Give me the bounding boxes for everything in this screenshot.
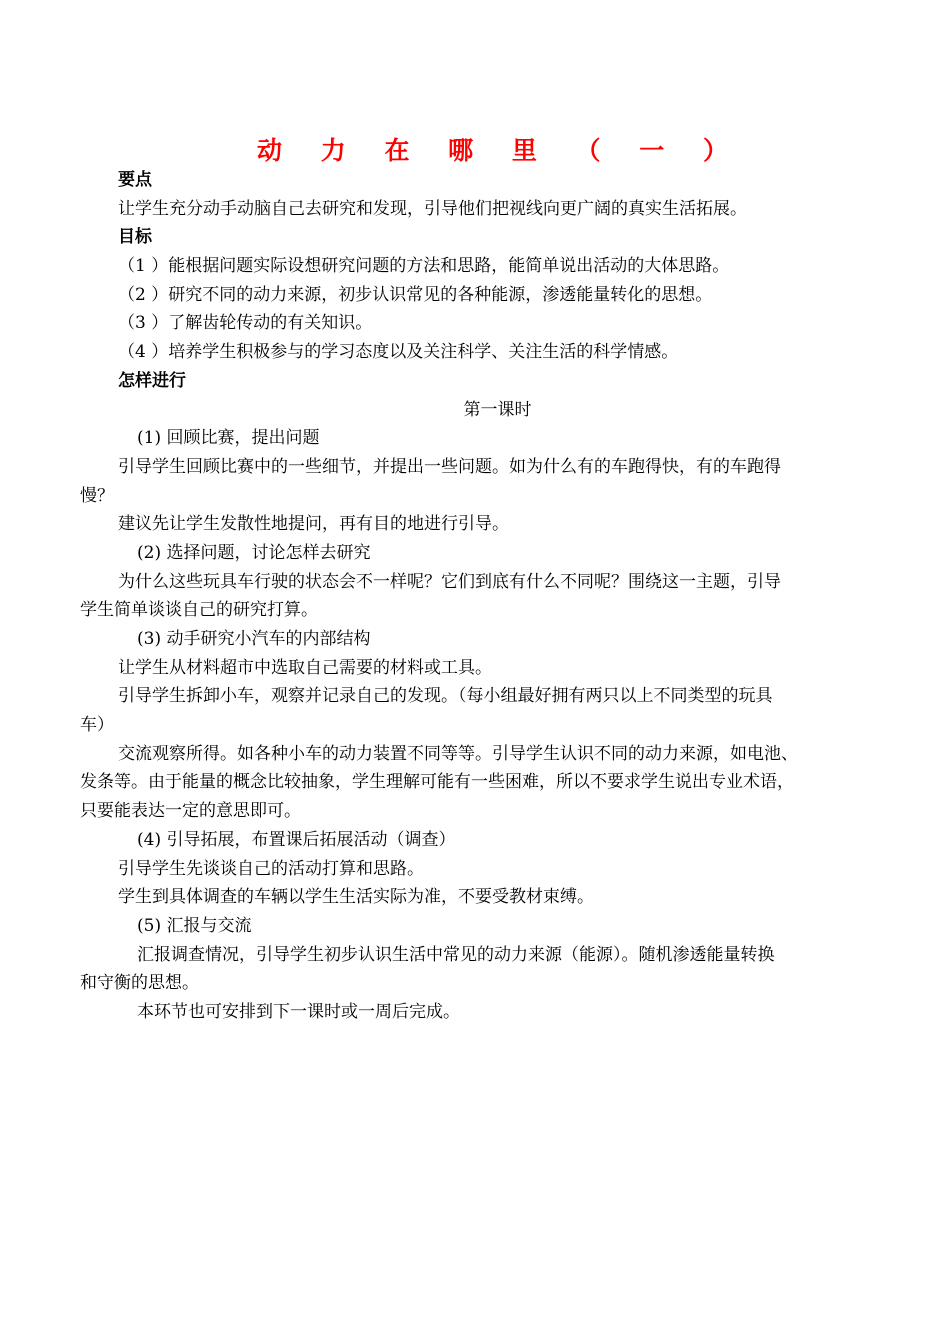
key-points-heading: 要点 <box>118 170 152 190</box>
step-5-title: (5) 汇报与交流 <box>137 915 252 936</box>
paragraph-line: 交流观察所得。如各种小车的动力装置不同等等。引导学生认识不同的动力来源，如电池、 <box>118 743 798 764</box>
paragraph-line: 汇报调查情况，引导学生初步认识生活中常见的动力来源（能源）。随机渗透能量转换 <box>137 944 775 965</box>
step-1-title: (1) 回顾比赛，提出问题 <box>137 428 320 449</box>
goal-item: （2 ）研究不同的动力来源，初步认识常见的各种能源，渗透能量转化的思想。 <box>118 284 713 305</box>
document-title: 动 力 在 哪 里 （ 一 ） <box>257 136 743 165</box>
goals-heading: 目标 <box>118 227 152 248</box>
paragraph-line: 引导学生回顾比赛中的一些细节，并提出一些问题。如为什么有的车跑得快，有的车跑得 <box>118 456 781 477</box>
paragraph-line: 和守衡的思想。 <box>80 973 199 994</box>
paragraph-line: 本环节也可安排到下一课时或一周后完成。 <box>137 1001 460 1022</box>
procedure-heading: 怎样进行 <box>118 370 186 391</box>
step-4-title: (4) 引导拓展，布置课后拓展活动（调查） <box>137 829 456 850</box>
paragraph-line: 只要能表达一定的意思即可。 <box>80 801 301 822</box>
goal-item: （4 ）培养学生积极参与的学习态度以及关注科学、关注生活的科学情感。 <box>118 342 679 363</box>
paragraph-line: 引导学生拆卸小车，观察并记录自己的发现。（每小组最好拥有两只以上不同类型的玩具 <box>118 686 773 707</box>
paragraph-line: 慢？ <box>80 485 114 506</box>
step-2-title: (2) 选择问题，讨论怎样去研究 <box>137 542 371 563</box>
paragraph-line: 学生到具体调查的车辆以学生生活实际为准，不要受教材束缚。 <box>118 887 594 908</box>
paragraph-line: 学生简单谈谈自己的研究打算。 <box>80 600 318 621</box>
paragraph-line: 让学生从材料超市中选取自己需要的材料或工具。 <box>118 657 492 678</box>
paragraph-line: 建议先让学生发散性地提问，再有目的地进行引导。 <box>118 514 509 535</box>
paragraph-line: 车） <box>80 715 114 736</box>
step-3-title: (3) 动手研究小汽车的内部结构 <box>137 629 371 649</box>
goal-item: （1 ）能根据问题实际设想研究问题的方法和思路，能简单说出活动的大体思路。 <box>118 256 730 277</box>
document-body <box>80 166 875 1027</box>
paragraph-line: 发条等。由于能量的概念比较抽象，学生理解可能有一些困难，所以不要求学生说出专业术语， <box>80 772 794 793</box>
paragraph-line: 为什么这些玩具车行驶的状态会不一样呢？它们到底有什么不同呢？围绕这一主题，引导 <box>118 571 781 592</box>
key-points-text: 让学生充分动手动脑自己去研究和发现，引导他们把视线向更广阔的真实生活拓展。 <box>118 198 747 219</box>
paragraph-line: 引导学生先谈谈自己的活动打算和思路。 <box>118 858 424 879</box>
goal-item: （3 ）了解齿轮传动的有关知识。 <box>118 313 373 334</box>
lesson-title: 第一课时 <box>463 399 532 420</box>
